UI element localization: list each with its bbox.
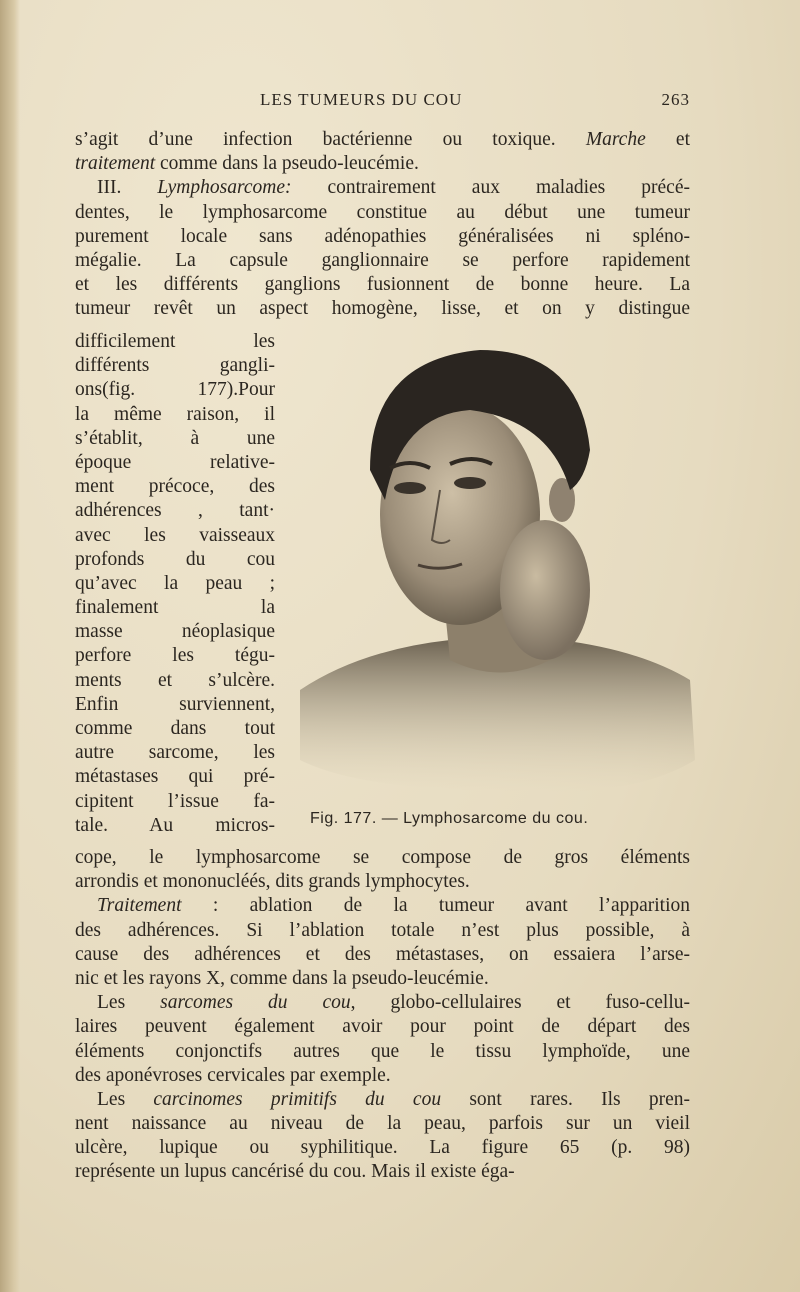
left-column-line: ment précoce, des (75, 476, 275, 498)
text-run: cause des adhérences et des métastases, on essaiera l’arse- (75, 943, 690, 965)
text-line (75, 152, 690, 176)
text-line (75, 273, 690, 297)
left-column-line: comme dans tout (75, 718, 275, 739)
left-column-line: finalement la (75, 597, 275, 619)
running-title: LES TUMEURS DU COU (260, 90, 463, 109)
text-line (75, 249, 690, 273)
text-run: des adhérences. Si l’ablation totale n’est plus possible, à (75, 919, 690, 941)
text-line (75, 846, 690, 870)
text-line (75, 991, 690, 1015)
text-line (75, 128, 690, 152)
text-run: représente un lupus cancérisé du cou. Mais il existe éga- (75, 1161, 515, 1183)
text-run: s’agit d’une infection bactérienne ou toxique. (75, 129, 586, 150)
text-line (75, 201, 690, 225)
left-column-line: avec les vaisseaux (75, 524, 275, 546)
running-head (75, 90, 690, 114)
text-line (75, 1064, 690, 1088)
left-column-text (75, 330, 275, 838)
neck-tumor-shape (500, 520, 590, 660)
right-eye-shape (454, 477, 486, 489)
text-line (75, 894, 690, 918)
text-run: purement locale sans adénopathies généralisées ni spléno- (75, 225, 690, 247)
italic-run: Traitement (97, 895, 182, 917)
text-line (75, 919, 690, 943)
text-run: Les (97, 992, 161, 1014)
text-line (75, 1160, 690, 1184)
text-run: cope, le lymphosarcome se compose de gros éléments (75, 847, 690, 868)
left-column-line: métastases qui pré- (75, 766, 275, 788)
left-column-line: qu’avec la peau ; (75, 572, 275, 594)
left-column-line: s’établit, à une (75, 427, 275, 449)
text-run: Les (97, 1088, 154, 1110)
text-run: sont rares. Ils pren- (441, 1088, 690, 1110)
left-column-line: différents gangli- (75, 355, 275, 377)
text-run: III. (97, 177, 158, 199)
top-paragraphs (75, 128, 690, 322)
left-column-line: autre sarcome, les (75, 742, 275, 764)
text-run: nent naissance au niveau de la peau, parfois sur un vieil (75, 1113, 690, 1135)
figure-lymphosarcome-portrait (300, 340, 695, 800)
text-run: éléments conjonctifs autres que le tissu lymphoïde, une (75, 1040, 690, 1062)
text-line (75, 225, 690, 249)
left-column-line: adhérences , tant· (75, 500, 275, 522)
text-line (75, 943, 690, 967)
text-run: mégalie. La capsule ganglionnaire se perfore rapidement (75, 249, 690, 271)
left-column-line: difficilement les (75, 331, 275, 352)
left-column-line: profonds du cou (75, 548, 275, 570)
text-line (75, 1015, 690, 1039)
text-line (75, 1088, 690, 1112)
book-spine-shadow (0, 0, 20, 1292)
text-run: et les différents ganglions fusionnent de bonne heure. La (75, 274, 690, 296)
left-column-line: Enfin surviennent, (75, 693, 275, 715)
text-run: : ablation de la tumeur avant l’apparition (181, 895, 690, 917)
text-run: tumeur revêt un aspect homogène, lisse, et on y distingue (75, 298, 690, 320)
figure-caption: Fig. 177. — Lymphosarcome du cou. (310, 810, 589, 827)
text-run: , globo-cellulaires et fuso-cellu- (350, 992, 691, 1014)
left-column-line: la même raison, il (75, 403, 275, 425)
text-run: nic et les rayons X, comme dans la pseudo-leucémie. (75, 967, 489, 989)
italic-run: traitement (75, 153, 156, 175)
text-line (75, 967, 690, 991)
text-line (75, 297, 690, 321)
left-eye-shape (394, 482, 426, 494)
text-run: et (645, 129, 691, 150)
text-line (75, 176, 690, 200)
italic-run: sarcomes du cou (160, 992, 351, 1014)
italic-run: Marche (585, 129, 646, 150)
page-number: 263 (661, 90, 690, 109)
text-line (75, 1040, 690, 1064)
text-run: dentes, le lymphosarcome constitue au début une tumeur (75, 201, 690, 223)
text-run: comme dans la pseudo-leucémie. (155, 153, 419, 175)
text-line (75, 1136, 690, 1160)
left-column-line: tale. Au micros- (75, 814, 275, 836)
text-run: des aponévroses cervicales par exemple. (75, 1064, 391, 1086)
text-line (75, 1112, 690, 1136)
left-column-line: ons(fig. 177).Pour (75, 379, 275, 401)
text-line (75, 870, 690, 894)
left-column-line: perfore les tégu- (75, 645, 275, 667)
italic-run: Lymphosarcome: (157, 177, 292, 199)
text-run: contrairement aux maladies précé- (291, 177, 690, 199)
left-column-line: masse néoplasique (75, 621, 275, 643)
text-run: ulcère, lupique ou syphilitique. La figure 65 (p. 98) (75, 1137, 690, 1159)
text-run: laires peuvent également avoir pour point de départ des (75, 1016, 690, 1038)
italic-run: carcinomes primitifs du cou (153, 1088, 442, 1110)
portrait-illustration (300, 340, 695, 800)
left-column-line: époque relative- (75, 451, 275, 473)
text-run: arrondis et mononucléés, dits grands lymphocytes. (75, 871, 470, 893)
bottom-paragraphs (75, 846, 690, 1185)
left-column-line: ments et s’ulcère. (75, 669, 275, 691)
left-column-line: cipitent l’issue fa- (75, 790, 275, 812)
